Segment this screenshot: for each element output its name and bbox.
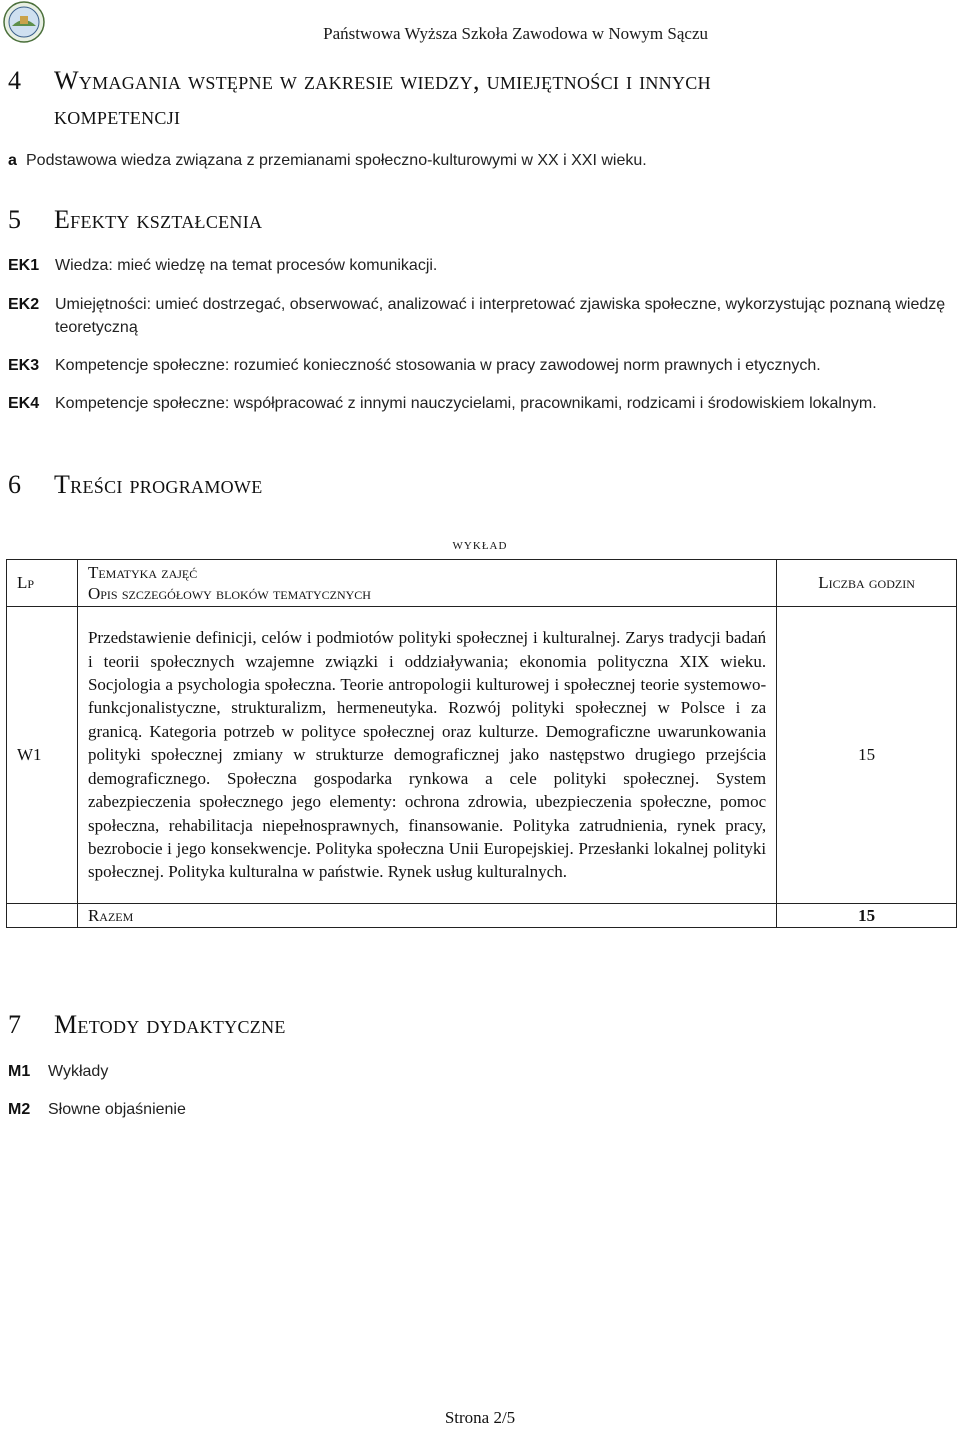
header-hours: Liczba godzin [777,560,957,607]
method-m1: M1 Wykłady [8,1063,109,1080]
page-header: Państwowa Wyższa Szkoła Zawodowa w Nowym Sączu [323,24,708,43]
row-hours: 15 [777,607,957,904]
table-caption: wykład [452,537,508,553]
section-5-heading: 5 Efekty kształcenia [8,205,263,234]
table-row [7,607,957,904]
outcome-ek3: EK3 Kompetencje społeczne: rozumieć konieczność stosowania w pracy zawodowej norm prawnych i etycznych. [8,357,821,374]
method-m2: M2 Słowne objaśnienie [8,1101,186,1118]
section-4-heading: 4 Wymagania wstępne w zakresie wiedzy, umiejętności i innych [8,66,711,95]
row-lp: W1 [7,607,78,904]
requirement-a: a Podstawowa wiedza związana z przemianami społeczno-kulturowymi w XX i XXI wieku. [8,152,647,169]
header-lp: Lp [7,560,78,607]
section-4-heading-line2: kompetencji [54,101,181,130]
outcome-ek1: EK1 Wiedza: mieć wiedzę na temat procesów komunikacji. [8,257,438,274]
table-total-row [7,904,957,928]
total-label: Razem [77,904,776,928]
section-6-heading: 6 Treści programowe [8,470,263,499]
program-table [6,559,957,928]
table-header-row [7,560,957,607]
section-7-heading: 7 Metody dydaktyczne [8,1010,286,1039]
header-topic: Tematyka zajęć Opis szczegółowy bloków tematycznych [77,560,776,607]
total-hours: 15 [777,904,957,928]
outcome-ek4: EK4 Kompetencje społeczne: współpracować z innymi nauczycielami, pracownikami, rodzicami i środowiskiem lokalnym. [8,395,877,412]
outcome-ek2: EK2 Umiejętności: umieć dostrzegać, obserwować, analizować i interpretować zjawiska społeczne, wykorzystując poznaną wiedzę teoretyczną [8,296,946,336]
page-number: Strona 2/5 [444,1408,516,1427]
row-description: Przedstawienie definicji, celów i podmiotów polityki społecznej i kulturalnej. Zarys tradycji badań i teorii społecznych wzajemne związki i oddziaływania; ekonomia polityczna XIX wieku. Socjologia a psychologia społeczna. Teorie antropologii kulturowej i społecznej teorie systemowo-funkcjonalistyczne, strukturalizm, hermeneutyka. Rozwój polityki społecznej w Polsce i za granicą. Kategoria potrzeb w polityce społecznej oraz kulturze. Demograficzne uwarunkowania polityki społecznej zmiany w strukturze demograficznej jako następstwo drugiego przejścia demograficznego. Społeczna gospodarka rynkowa a cele polityki społecznej. System zabezpieczenia społecznego jego elementy: ochrona zdrowia, ubezpieczenia społeczne, pomoc społeczna, rehabilitacja niepełnosprawnych, finansowanie. Polityka zatrudnienia, rynek pracy, bezrobocie i jego konsekwencje. Polityka społeczna Unii Europejskiej. Przesłanki lokalnej polityki społecznej. Polityka kulturalna w państwie. Rynek usług kulturalnych. [77,607,776,904]
